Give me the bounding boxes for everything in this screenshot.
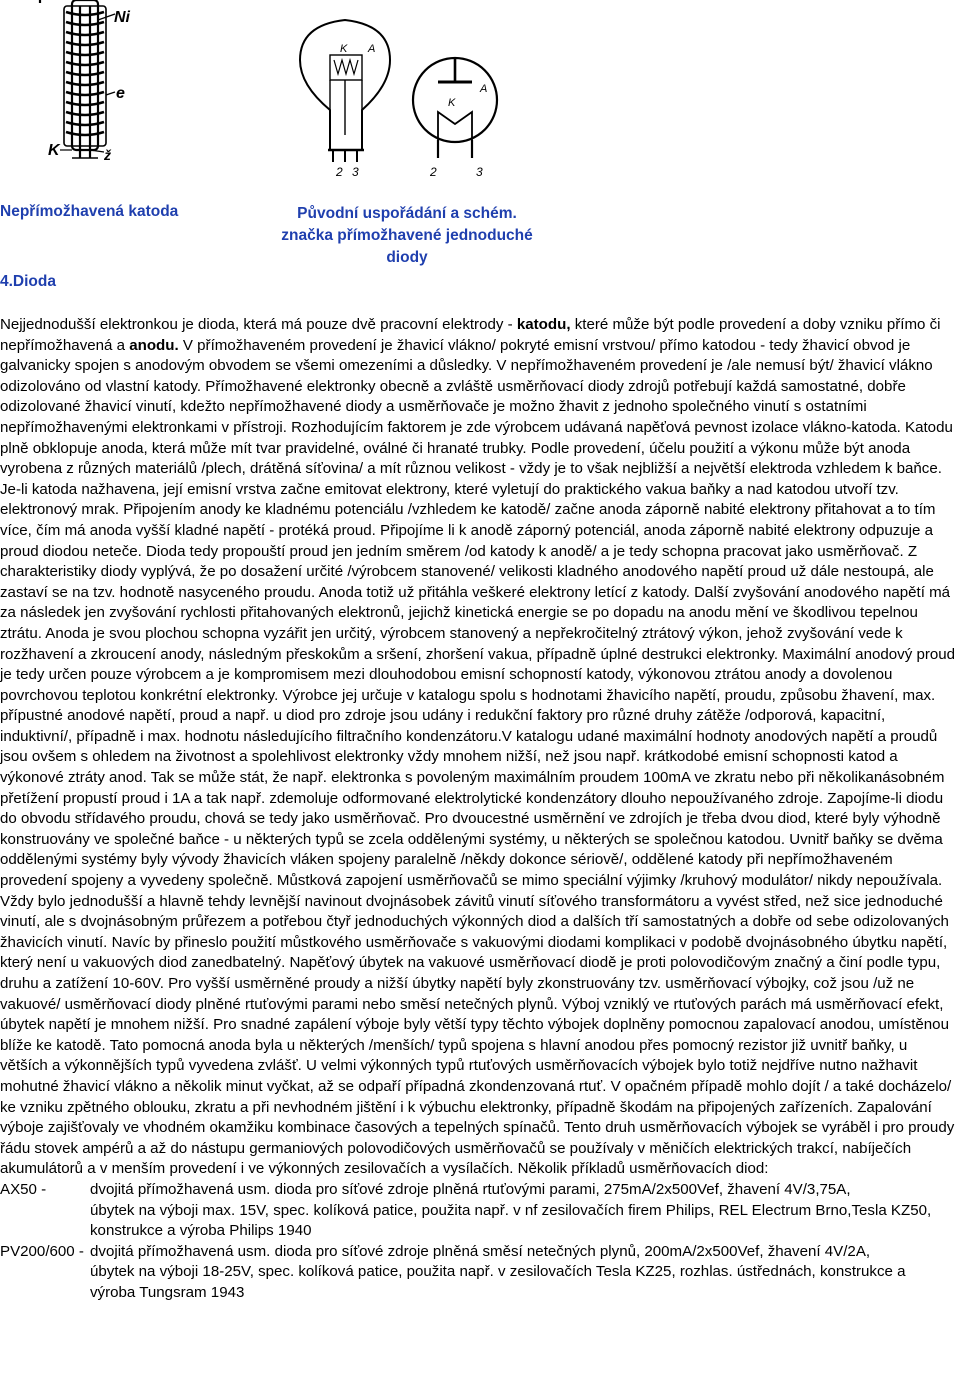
fig3-label-a: A	[480, 83, 488, 95]
directly-heated-diode-arrangement-drawing	[300, 20, 390, 162]
caption-indirect-cathode: Nepřímožhavená katoda	[0, 203, 179, 220]
fig2-label-k: K	[340, 43, 348, 55]
example-code: AX50 -	[0, 1180, 47, 1198]
p1-text-e: V přímožhaveném provedení je žhavicí vlákno/ pokryté emisní vrstvou/ přímo katodou - tedy žhavicí obvod je galvanicky spojen s anodovým obvodem se všemi omezeními a důsledky. V nepřímožhaveném provedení je /ale nemusí být/ žhavicí vlákno odizolováno od vlastní katody. Přímožhavené elektronky obecně a zvláště usměrňovací diody zdrojů potřebují každá samostatné, dobře odizolované žhavicí vinutí, kdežto nepřímožhavené diody a usměrňovače je možno žhavit z jednoho společného vinutí s ostatními nepřímožhavenými elektronkami v přístroji. Rozhodujícím faktorem je zde výrobcem udávaná napěťová pevnost izolace vlákno-katoda. Katodu plně obklopuje anoda, která může mít tvar pravidelné, oválné či hranaté trubky. Podle provedení, účelu použití a výkonu může být anoda vyrobena z různých materiálů /plech, drátěná síťovina/ a mít různou velikost - vždy je to však nejbližší a největší elektroda vzhledem k baňce.	[0, 336, 953, 478]
article-body	[0, 315, 958, 1304]
section-heading: 4.Dioda	[0, 273, 56, 290]
fig1-label-z: ž	[104, 147, 111, 163]
example-ax50	[0, 1180, 958, 1242]
example-line: dvojitá přímožhavená usm. dioda pro síťové zdroje plněná směsí netečných plynů, 200mA/2x500Vef, žhavení 4V/2A,	[90, 1242, 871, 1260]
fig3-pin-3: 3	[476, 165, 483, 179]
paragraph-2: Je-li katoda nažhavena, její emisní vrstva začne emitovat elektrony, které vyletují do praktického vakua baňky a nad katodou utvoří tzv. elektronový mrak. Připojením anody ke kladnému potenciálu /vzhledem ke katodě/ začne anoda záporně nabité elektrony přitahovat a to tím více, čím má anoda vyšší kladné napětí - protéká proud. Připojíme li k anodě záporný potenciál, anoda záporně nabité elektrony odpuzuje a proud diodou neteče. Dioda tedy propouští proud jen jedním směrem /od katody k anodě/ a je tedy schopna pracovat jako usměrňovač. Z charakteristiky diody vyplývá, že po dosažení určité /výrobcem stanovené/ velikosti kladného anodového napětí proud už dále nestoupá, ale zastaví se na tzv. hodnotě nasyceného proudu. Anoda totiž už přitáhla veškeré elektrony letící z katody. Další zvyšování anodového napětí má za následek jen zvyšování rychlosti přitahovaných elektronů, jejichž kinetická energie se po dopadu na anodu mění ve škodlivou tepelnou ztrátu. Anoda je svou plochou schopna vyzářit jen určitý, výrobcem stanovený a nepřekročitelný ztrátový výkon, jehož zvyšování vede k rozžhavení a zkroucení anody, následným přeskokům a sršení, zhoršení vakua, případně úplné destrukci elektronky. Maximální anodový proud je tedy určen pouze výrobcem a je kompromisem mezi dlouhodobou emisní schopností katody, výkonovou ztrátou anody a dovolenou povrchovou teplotou konkrétní elektronky. Výrobce jej určuje v katalogu spolu s hodnotami žhavicího napětí, proudu, způsobu žhavení, max. přípustné anodové napětí, proud a např. u diod pro zdroje jsou udány i redukční faktory pro různé druhy zátěže /odporová, kapacitní, induktivní/, případně i max. hodnotu následujícího filtračního kondenzátoru.V katalogu udané maximální hodnoty anodových napětí a proudů jsou ovšem s ohledem na životnost a spolehlivost elektronky vždy mnohem nižší, než jsou např. krátkodobé emisní schopnosti katod a výkonové ztráty anod. Tak se může stát, že např. elektronka s povoleným maximálním proudem 100mA ve zkratu nebo při několikanásobném přetížení propustí proud i 1A a tak např. zdemoluje odformované elektrolytické kondenzátory dlouho nepoužívaného zdroje. Zapojíme-li diodu do obvodu střídavého proudu, chová se tedy jako usměrňovač. Pro dvoucestné usměrnění ve zdrojích je třeba dvou diod, které byly výhodně konstruovány ve společné baňce - u některých typů se zcela oddělenými systémy, u některých se společnou katodou. Uvnitř baňky se dvěma oddělenými systémy byly vývody žhavicích vláken spojeny paralelně /někdy dokonce sériově/, oddělené katody při nepřímožhaveném provedení spojeny a vyvedeny společně. Můstková zapojení usměrňovačů se mimo speciální výjimky /kruhový modulátor/ nikdy nepoužívala. Vždy bylo jednodušší a hlavně tehdy levnější navinout dvojnásobek závitů vinutí síťového transformátoru a vyvést střed, než sice jednoduché vinutí, ale s dvojnásobným průřezem a potřebou čtyř jednoduchých výkonných diod a dalších tří samostatných a dobře od sebe odizolovaných žhavicích vinutí. Navíc by přineslo použití můstkového usměrňovače s vakuovými diodami komplikaci v podobě dvojnásobného úbytku napětí, který není u vakuových diod zanedbatelný. Napěťový úbytek na vakuové usměrňovací diodě je proti polovodičovým značný a činí podle typu, druhu a zatížení 10-60V. Pro vyšší usměrněné proudy a nižší úbytky napětí byly zkonstruovány tzv. usměrňovací výbojky, což jsou /už ne vakuové/ usměrňovací diody plněné rtuťovými parami nebo směsí netečných plynů. Výboj vzniklý ve rtuťových parách má usměrňovací efekt, úbytek napětí je mnohem nižší. Pro snadné zapálení výboje byly větší typy těchto výbojek doplněny pomocnou zapalovací anodou, umístěnou blíže ke katodě. Tato pomocná anoda byla u některých /menších/ typů spojena s hlavní anodou přes pomocný rezistor již uvnitř baňky, u větších a výkonnějších typů vyvedena zvlášť. U velmi výkonných typů rtuťových usměrňovacích výbojek bylo totiž nejdříve nutno nažhavit mohutné žhavicí vlákno a několik minut vyčkat, až se odpaří případná zkondenzovaná rtuť. V opačném případě mohlo dojít / a také docházelo/ ke vzniku zpětného oblouku, zkratu a při nevhodném jištění i k výbuchu elektronky, případně škodám na připojených zařízeních. Zapalování výboje zajišťovaly ve vhodném okamžiku kombinace časových a tepelných spínačů. Tento druh usměrňovacích výbojek se vyráběl i pro proudy řádu stovek ampérů a až do nástupu germaniových polovodičových usměrňovačů se používaly v měničích elektrických trakcí, nabíječích akumulátorů a v menším provedení i ve výkonných zesilovačích a vysílačích. Několik příkladů usměrňovacích diod:	[0, 480, 956, 1178]
fig1-label-e: e	[116, 85, 125, 102]
fig3-pin-2: 2	[430, 165, 437, 179]
example-line: dvojitá přímožhavená usm. dioda pro síťové zdroje plněná rtuťovými parami, 275mA/2x500Vef, žhavení 4V/3,75A,	[90, 1180, 851, 1198]
example-pv200	[0, 1242, 958, 1304]
example-line: úbytek na výboji max. 15V, spec. kolíková patice, použita např. v nf zesilovačích firem Philips, REL Electrum Brno,Tesla KZ50,	[90, 1201, 932, 1219]
p1-text-c: které může být podle provedení a doby vzniku přímo či nepřímožhavená a	[0, 316, 941, 354]
fig2-pin-3: 3	[352, 165, 359, 179]
p1-bold-katodu: katodu,	[516, 316, 571, 333]
fig2-pin-2: 2	[336, 165, 343, 179]
example-line: výroba Tungsram 1943	[90, 1283, 245, 1301]
fig3-label-k: K	[448, 97, 456, 109]
example-description	[90, 1242, 958, 1304]
fig2-label-a: A	[368, 43, 376, 55]
fig1-label-ni: Ni	[114, 9, 130, 26]
p1-text-a: Nejjednodušší elektronkou je dioda, která má pouze dvě pracovní elektrody -	[0, 316, 517, 333]
caption-original-arrangement: Původní uspořádání a schém. značka přímožhavené jednoduché diody	[281, 205, 533, 266]
fig1-label-k: K	[48, 142, 60, 159]
tube-figures	[0, 0, 960, 180]
indirectly-heated-cathode-drawing	[40, 0, 115, 158]
example-line: úbytek na výboji 18-25V, spec. kolíková patice, použita např. v zesilovačích Tesla KZ25, rozhlas. ústřednách, konstrukce a	[90, 1263, 906, 1281]
example-code: PV200/600 -	[0, 1242, 84, 1260]
example-description	[90, 1180, 958, 1242]
example-line: konstrukce a výroba Philips 1940	[90, 1222, 312, 1240]
paragraph-1	[0, 315, 958, 480]
p1-bold-anodu: anodu.	[129, 336, 179, 354]
